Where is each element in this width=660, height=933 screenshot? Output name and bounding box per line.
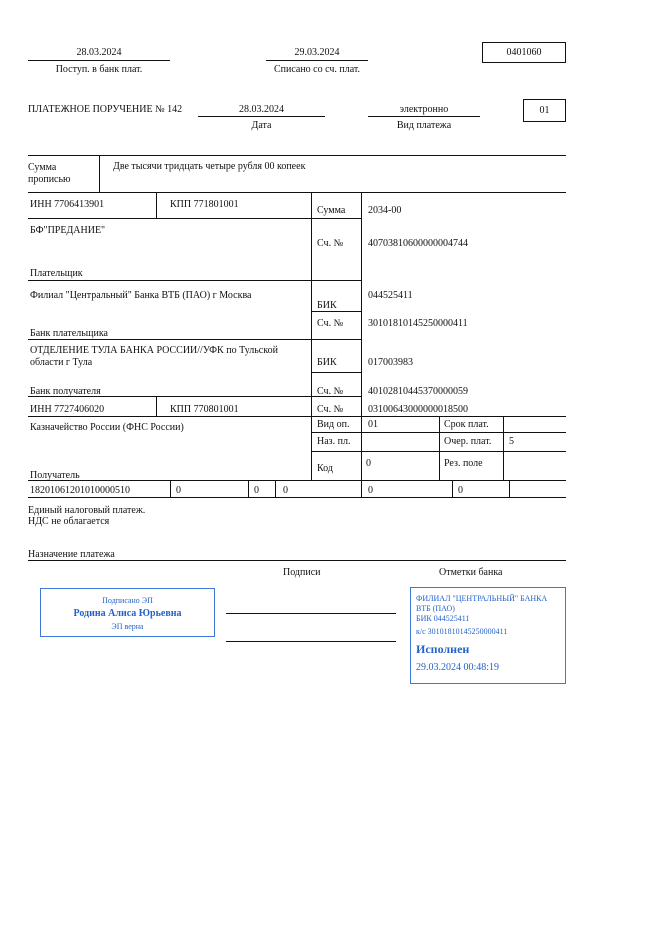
signer-name: Родина Алиса Юрьевна [73,608,182,619]
divider [503,416,504,480]
payee-name: Казначейство России (ФНС России) [30,422,184,433]
bank-stamp-line1: ФИЛИАЛ "ЦЕНТРАЛЬНЫЙ" БАНКА [416,594,548,603]
basis-value: 0 [254,485,259,496]
bank-stamp-line4: к/с 30101810145250000411 [416,627,508,636]
period-value: 0 [283,485,288,496]
divider [156,396,157,416]
payer-bank-account-label: Сч. № [317,318,344,329]
form-code: 0401060 [482,42,566,63]
bank-marks-label: Отметки банка [439,567,503,578]
divider [28,416,566,417]
sum-value: 2034-00 [368,205,402,216]
payment-type-label: Вид платежа [396,120,452,131]
purpose-line2: НДС не облагается [28,516,110,527]
payer-inn: ИНН 7706413901 [30,199,105,210]
payee-bank-name-line2: области г Тула [30,357,93,368]
bank-stamp-line3: БИК 044525411 [416,614,470,623]
divider [28,480,566,481]
naz-label: Наз. пл. [317,436,351,447]
payee-role-label: Получатель [30,470,80,481]
divider [311,372,362,373]
payer-bank-role-label: Банк плательщика [30,328,108,339]
payee-bank-name-line1: ОТДЕЛЕНИЕ ТУЛА БАНКА РОССИИ//УФК по Тульской [30,345,278,356]
payer-bank-bik-label: БИК [317,300,337,311]
payee-bank-bik: 017003983 [368,357,413,368]
payer-account-label: Сч. № [317,238,344,249]
purpose-label: Назначение платежа [28,549,115,560]
payee-account-label: Сч. № [317,404,344,415]
vid-op-label: Вид оп. [317,419,350,430]
kod-value: 0 [366,458,371,469]
kbk-value: 18201061201010000510 [30,485,130,496]
divider [198,116,325,117]
ocher-label: Очер. плат. [444,436,492,447]
amount-words-label: Сумма прописью [28,162,71,185]
amount-words-value: Две тысячи тридцать четыре рубля 00 копеек [113,161,306,172]
payer-kpp: КПП 771801001 [170,199,239,210]
payer-bank-name: Филиал "Центральный" Банка ВТБ (ПАО) г Москва [30,290,252,301]
kod-label: Код [317,463,333,474]
debited-date: 29.03.2024 [294,47,340,58]
signature-line-1 [226,613,396,614]
payee-bank-account: 40102810445370000059 [368,386,468,397]
received-label: Поступ. в банк плат. [55,64,143,75]
divider [266,60,368,61]
divider [99,155,100,192]
divider [311,451,566,452]
divider [452,480,453,497]
payer-name: БФ"ПРЕДАНИЕ" [30,225,106,236]
divider [28,339,362,340]
divider [248,480,249,497]
bank-stamp-line2: ВТБ (ПАО) [416,604,455,613]
signatures-label: Подписи [283,567,321,578]
payer-account: 40703810600000004744 [368,238,468,249]
divider [311,432,566,433]
divider [28,497,566,498]
divider [311,311,362,312]
divider [28,280,362,281]
payee-kpp: КПП 770801001 [170,404,239,415]
srok-label: Срок плат. [444,419,489,430]
ocher-value: 5 [509,436,514,447]
divider [439,416,440,480]
bank-stamp-datetime: 29.03.2024 00:48:19 [416,662,500,673]
payee-account: 03100643000000018500 [368,404,468,415]
payment-type: электронно [399,104,449,115]
signature-stamp [40,588,215,637]
bank-stamp-status: Исполнен [416,642,470,656]
debited-label: Списано со сч. плат. [273,64,361,75]
status-code: 01 [523,99,566,122]
divider [361,192,362,480]
payer-bank-account: 30101810145250000411 [368,318,468,329]
oktmo-value: 0 [176,485,181,496]
divider [156,192,157,218]
payee-bank-account-label: Сч. № [317,386,344,397]
document-title: ПЛАТЕЖНОЕ ПОРУЧЕНИЕ № 142 [28,104,183,115]
divider [311,218,362,219]
bank-stamp [410,587,566,684]
rez-label: Рез. поле [444,458,483,469]
received-date: 28.03.2024 [76,47,122,58]
payee-bank-role-label: Банк получателя [30,386,101,397]
divider [275,480,276,497]
divider [28,560,566,561]
divider [361,480,362,497]
divider [368,116,480,117]
divider [28,155,566,156]
divider [170,480,171,497]
divider [509,480,510,497]
signed-label: Подписано ЭП [102,596,153,605]
signature-verified: ЭП верна [111,622,144,631]
payee-inn: ИНН 7727406020 [30,404,105,415]
divider [28,60,170,61]
payer-role-label: Плательщик [30,268,83,279]
vid-op-value: 01 [368,419,378,430]
date-label: Дата [251,120,272,131]
doc-date-value: 0 [458,485,463,496]
purpose-line1: Единый налоговый платеж. [28,505,146,516]
divider [28,218,312,219]
signature-line-2 [226,641,396,642]
document-date: 28.03.2024 [239,104,284,115]
doc-number-value: 0 [368,485,373,496]
payer-bank-bik: 044525411 [368,290,413,301]
divider [28,192,566,193]
sum-label: Сумма [317,205,346,216]
payee-bank-bik-label: БИК [317,357,337,368]
divider [311,192,312,480]
